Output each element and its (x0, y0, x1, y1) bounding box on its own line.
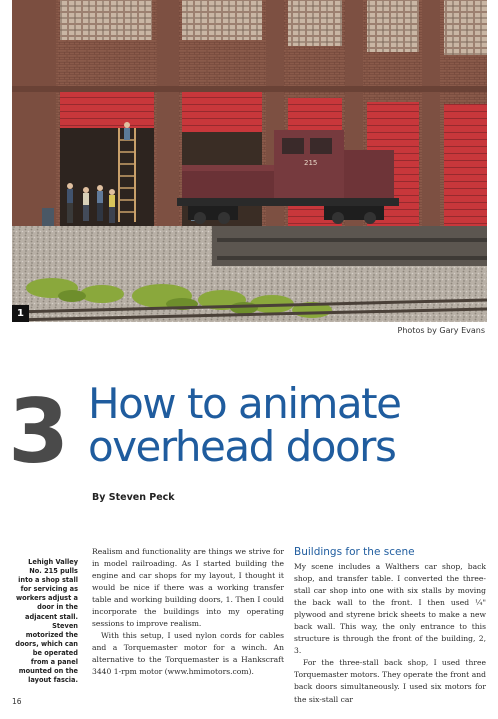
hero-photo (12, 0, 487, 322)
body-column-1 (92, 546, 284, 679)
loco-number-text: 215 (304, 159, 318, 167)
body-paragraph: Realism and functionality are things we strive for in model railroading. As I started building the engine and car shops for my layout, I thought it would be nice if there was a working transfer table and working building doors, 1. Then I could incorporate the buildings into my operating sessions to improve realism. (92, 547, 284, 629)
section-subhead: Buildings for the scene (294, 546, 415, 558)
chapter-title-line2: overhead doors (88, 422, 396, 471)
photo-caption: Lehigh Valley No. 215 pulls into a shop stall for servicing as workers adjust a door in the adjacent stall. Steven motorized the doors, which can be operated from a panel mounted on the layout fascia. (15, 558, 78, 685)
figure-number-badge: 1 (12, 305, 29, 322)
photo-credit: Photos by Gary Evans (397, 326, 485, 335)
chapter-title-line1: How to animate (88, 379, 401, 428)
chapter-number: 3 (8, 380, 68, 483)
engine-shop-scene (12, 0, 487, 322)
page-number: 16 (12, 697, 22, 706)
body-column-2 (294, 546, 486, 706)
body-paragraph: For the three-stall back shop, I used three Torquemaster motors. They operate the front and back doors simultaneously. I used six motors for the six-stall car (294, 658, 486, 704)
byline: By Steven Peck (92, 492, 175, 503)
body-paragraph: With this setup, I used nylon cords for cables and a Torquemaster motor for a winch. An alternative to the Torquemaster is a Hankscraft 3440 1-rpm motor (www.hmimotors.com). (92, 631, 284, 677)
chapter-title (88, 379, 488, 471)
body-paragraph: My scene includes a Walthers car shop, back shop, and transfer table. I converted the three-stall car shop into one with six stalls by moving the back wall to the front. I then used ¼" plywood and styrene brick sheets to make a new back wall. This way, the only entrance to this structure is through the front of the building, 2, 3. (294, 562, 486, 656)
